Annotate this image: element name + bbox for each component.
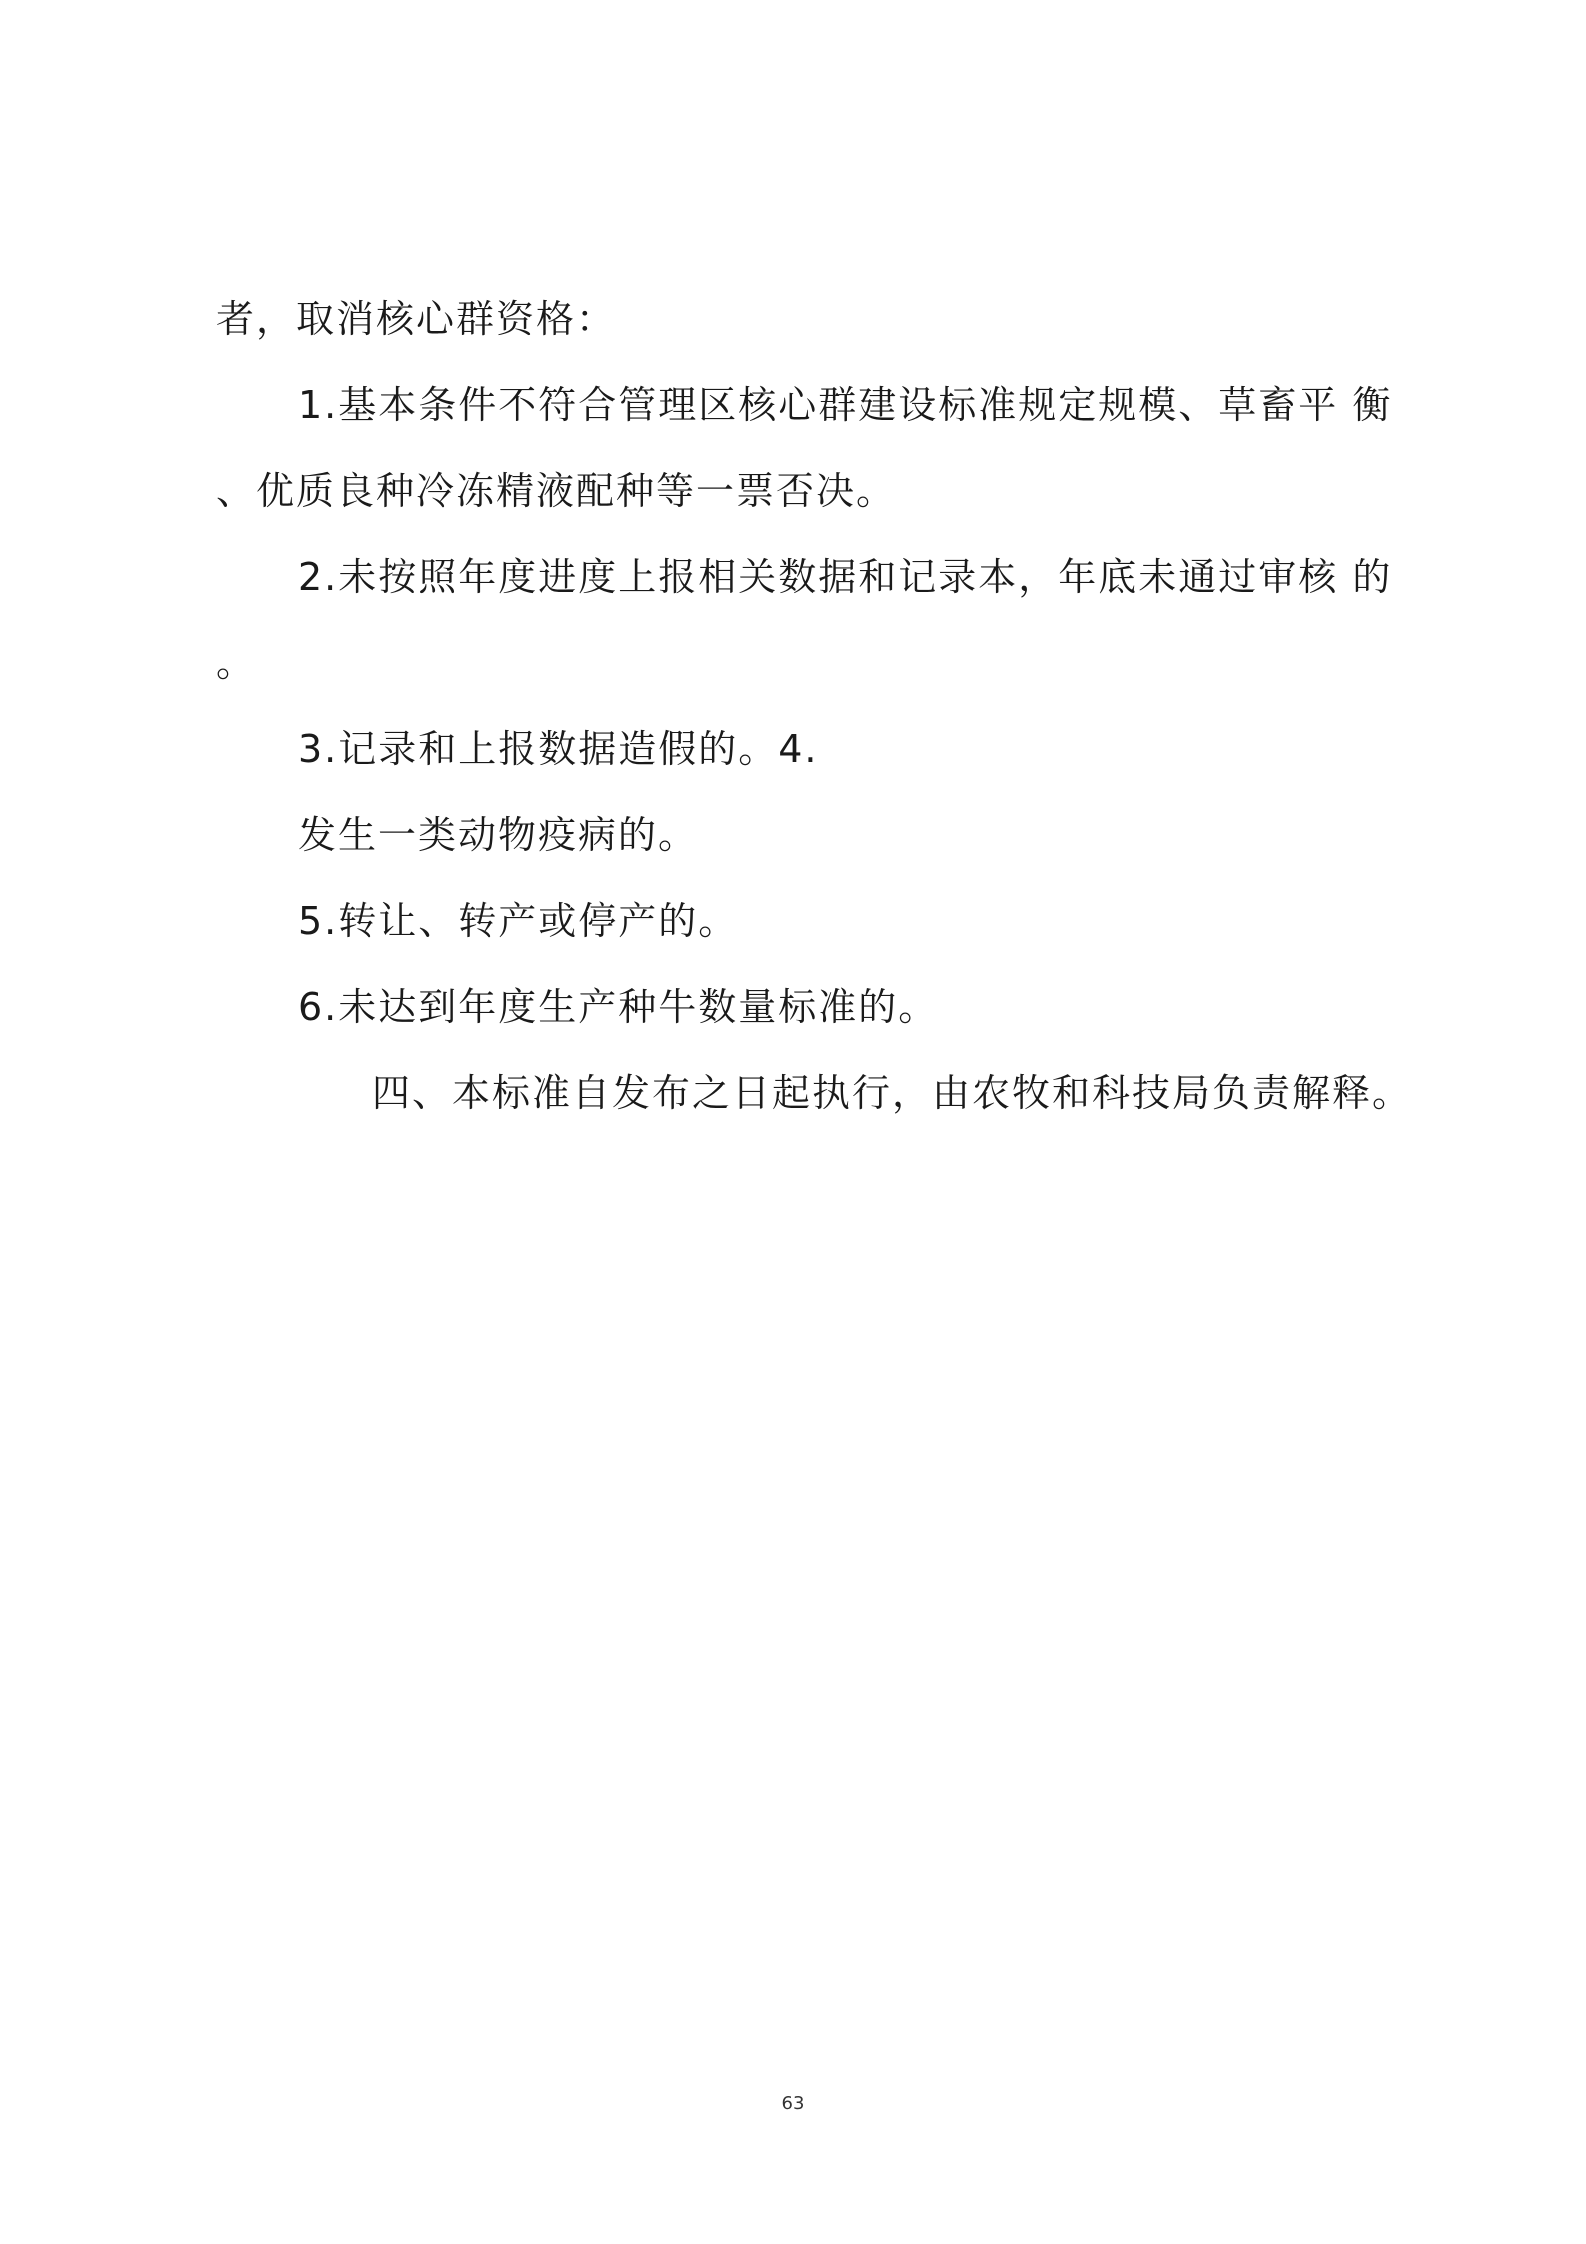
intro-line: 者，取消核心群资格： [216,297,617,341]
item-3-line: 3.记录和上报数据造假的。4. [298,727,819,771]
item-1-line-1: 1.基本条件不符合管理区核心群建设标准规定规模、草畜平 衡 [298,383,1393,427]
item-1-line-2: 、优质良种冷冻精液配种等一票否决。 [216,469,897,513]
item-5-line: 5.转让、转产或停产的。 [298,899,739,943]
item-6-line: 6.未达到年度生产种牛数量标准的。 [298,985,939,1029]
item-2-line-1: 2.未按照年度进度上报相关数据和记录本，年底未通过审核 的 [298,555,1393,599]
item-2-line-2: 。 [216,641,257,685]
page-number: 63 [781,2093,805,2114]
item-4-line: 发生一类动物疫病的。 [298,813,699,857]
section-4-line: 四、本标准自发布之日起执行，由农牧和科技局负责解释。 [372,1071,1413,1115]
